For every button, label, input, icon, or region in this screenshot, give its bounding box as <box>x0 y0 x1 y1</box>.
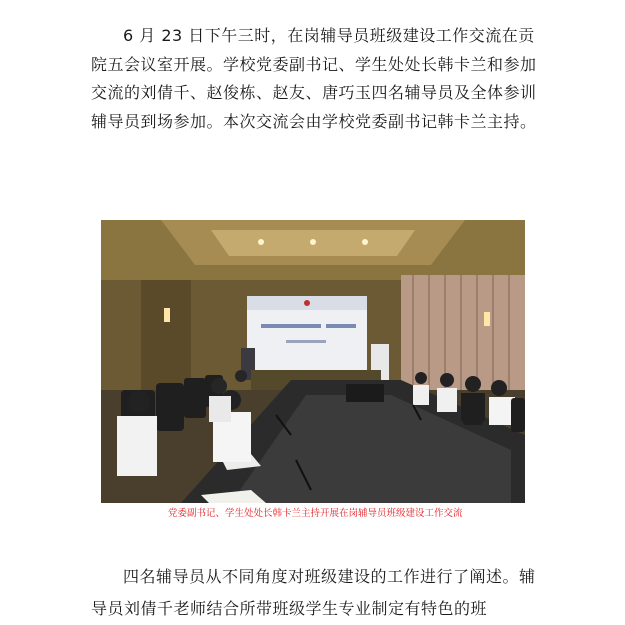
intro-paragraph-text: 6 月 23 日下午三时，在岗辅导员班级建设工作交流在贡院五会议室开展。学校党委副书记、学生处处长韩卡兰和参加交流的刘倩千、赵俊栋、赵友、唐巧玉四名辅导员及全体参训辅导员到场参加。本次交流会由学校党委副书记韩卡兰主持。 <box>91 26 537 131</box>
intro-paragraph <box>91 22 546 136</box>
second-paragraph-text: 四名辅导员从不同角度对班级建设的工作进行了阐述。辅导员刘倩千老师结合所带班级学生专业制定有特色的班 <box>91 567 536 618</box>
photo-caption: 党委副书记、学生处处长韩卡兰主持开展在岗辅导员班级建设工作交流 <box>168 508 463 519</box>
second-paragraph <box>91 561 546 625</box>
meeting-room-photo-icon <box>101 220 525 503</box>
meeting-photo <box>101 220 525 503</box>
